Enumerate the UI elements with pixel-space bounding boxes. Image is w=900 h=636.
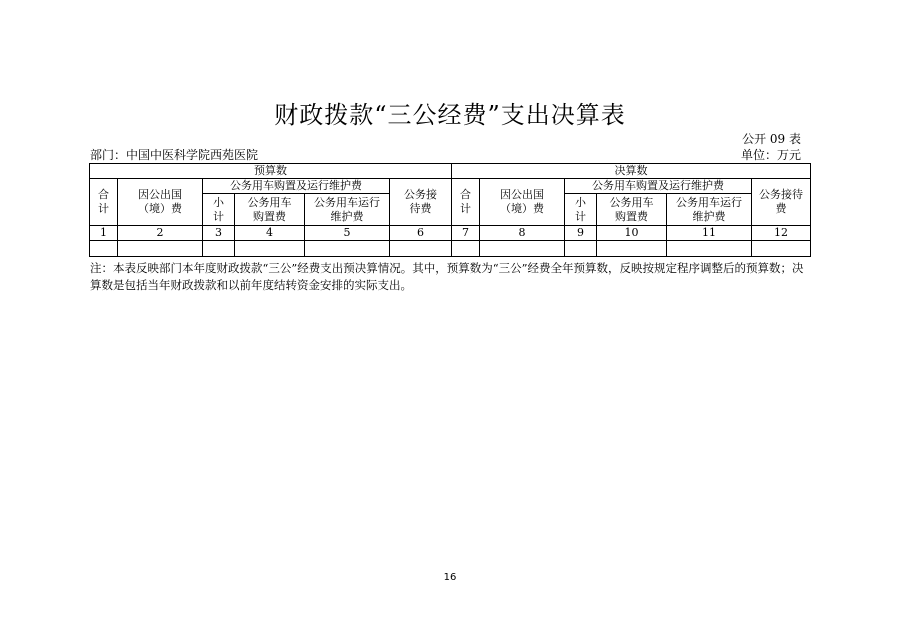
column-number: 5 [305,226,390,241]
form-number: 公开 09 表 [742,132,801,146]
budget-reception-header: 公务接 待费 [390,179,452,226]
column-number: 8 [480,226,565,241]
budget-header: 预算数 [90,164,452,179]
unit-label: 单位：万元 [740,148,801,162]
table-cell [203,241,235,257]
budget-purchase-header: 公务用车 购置费 [235,194,305,226]
table-cell [452,241,480,257]
table-cell [305,241,390,257]
column-number-row [90,226,811,241]
column-number: 10 [597,226,667,241]
final-total-header: 合 计 [452,179,480,226]
department-label: 部门：中国中医科学院西苑医院 [90,148,259,162]
column-number: 1 [90,226,118,241]
table-cell [118,241,203,257]
table-cell [597,241,667,257]
column-number: 11 [667,226,752,241]
column-number: 9 [565,226,597,241]
final-vehicle-group-header: 公务用车购置及运行维护费 [565,179,752,194]
table-header-row [90,179,811,194]
final-abroad-header: 因公出国 （境）费 [480,179,565,226]
table-note: 注：本表反映部门本年度财政拨款“三公”经费支出预决算情况。其中，预算数为“三公”经费全年预算数，反映按规定程序调整后的预算数；决算数是包括当年财政拨款和以前年度结转资金安排的实际支出。 [90,261,804,292]
final-reception-header: 公务接待 费 [752,179,811,226]
table-cell [565,241,597,257]
final-purchase-header: 公务用车 购置费 [597,194,667,226]
table-cell [752,241,811,257]
page-number: 16 [443,572,457,583]
table-cell [667,241,752,257]
table-header-row [90,164,811,179]
budget-vehicle-group-header: 公务用车购置及运行维护费 [203,179,390,194]
column-number: 3 [203,226,235,241]
final-subtotal-header: 小 计 [565,194,597,226]
three-public-expenses-table [89,163,811,257]
table-cell [480,241,565,257]
table-cell [90,241,118,257]
budget-total-header: 合 计 [90,179,118,226]
final-header: 决算数 [452,164,811,179]
column-number: 12 [752,226,811,241]
column-number: 6 [390,226,452,241]
table-cell [235,241,305,257]
final-operation-header: 公务用车运行 维护费 [667,194,752,226]
table-cell [390,241,452,257]
column-number: 4 [235,226,305,241]
column-number: 2 [118,226,203,241]
page-title: 财政拨款“三公经费”支出决算表 [274,101,626,129]
table-row [90,241,811,257]
budget-abroad-header: 因公出国 （境）费 [118,179,203,226]
budget-operation-header: 公务用车运行 维护费 [305,194,390,226]
column-number: 7 [452,226,480,241]
budget-subtotal-header: 小 计 [203,194,235,226]
